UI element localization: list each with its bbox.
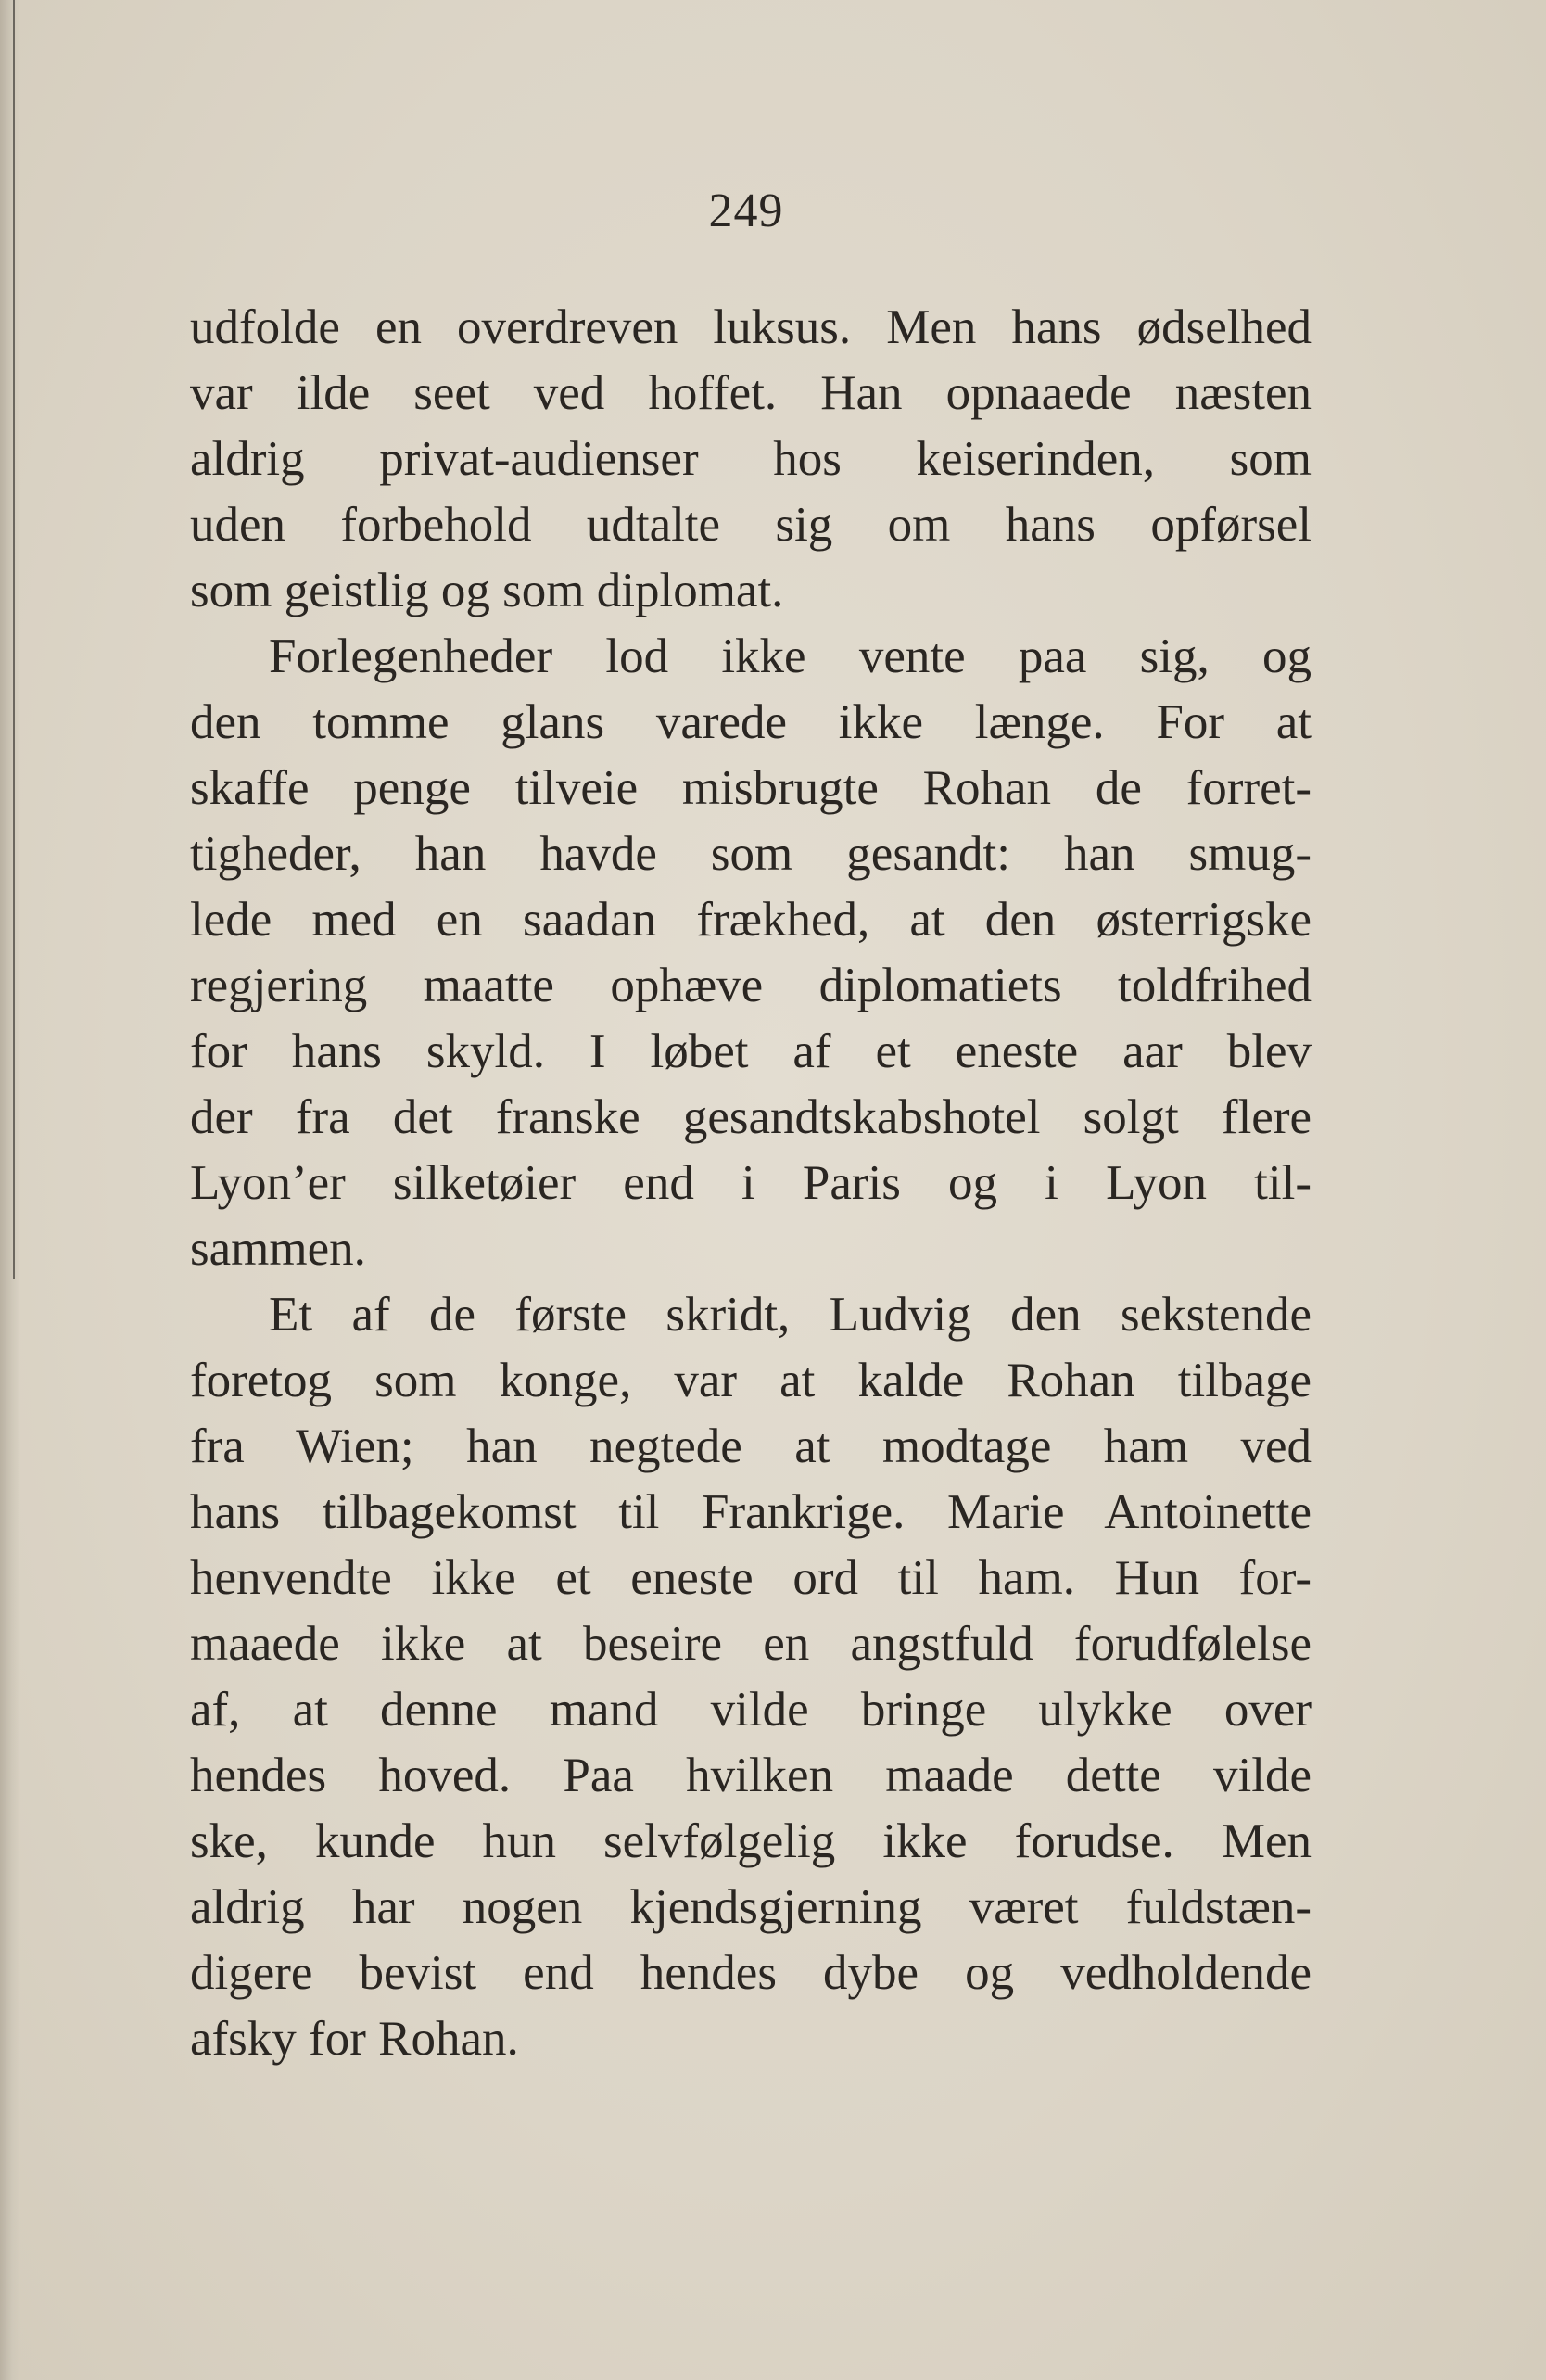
page-number: 249: [708, 185, 784, 237]
page-binding-edge: [0, 0, 20, 2380]
text-line: fra Wien; han negtede at modtage ham ved: [190, 1419, 1312, 1473]
text-line: hendes hoved. Paa hvilken maade dette vilde: [190, 1749, 1312, 1802]
text-line: udfolde en overdreven luksus. Men hans ødselhed: [190, 300, 1312, 354]
text-line: ske, kunde hun selvfølgelig ikke forudse. Men: [190, 1814, 1312, 1868]
text-line: maaede ikke at beseire en angstfuld forudfølelse: [190, 1617, 1312, 1671]
text-line: den tomme glans varede ikke længe. For at: [190, 695, 1312, 749]
text-line: sammen.: [190, 1222, 366, 1276]
text-line: lede med en saadan frækhed, at den østerrigske: [190, 893, 1312, 947]
text-line: tigheder, han havde som gesandt: han smug-: [190, 827, 1312, 881]
text-line: aldrig privat-audienser hos keiserinden, som: [190, 432, 1312, 486]
text-line: henvendte ikke et eneste ord til ham. Hun for-: [190, 1551, 1312, 1605]
text-line: hans tilbagekomst til Frankrige. Marie Antoinette: [190, 1485, 1312, 1539]
text-line: foretog som konge, var at kalde Rohan tilbage: [190, 1354, 1312, 1407]
text-line: skaffe penge tilveie misbrugte Rohan de forret-: [190, 761, 1312, 815]
text-line: for hans skyld. I løbet af et eneste aar blev: [190, 1025, 1312, 1078]
text-line: der fra det franske gesandtskabshotel solgt flere: [190, 1090, 1312, 1144]
text-line: uden forbehold udtalte sig om hans opførsel: [190, 498, 1312, 552]
text-line: var ilde seet ved hoffet. Han opnaaede næsten: [190, 366, 1312, 420]
text-line: aldrig har nogen kjendsgjerning været fuldstæn-: [190, 1880, 1312, 1934]
text-line: som geistlig og som diplomat.: [190, 564, 784, 617]
text-line: af, at denne mand vilde bringe ulykke over: [190, 1683, 1312, 1737]
text-line: regjering maatte ophæve diplomatiets toldfrihed: [190, 959, 1312, 1012]
body-text: [190, 295, 1312, 2072]
text-line: Et af de første skridt, Ludvig den sekstende: [269, 1288, 1312, 1342]
text-line: Forlegenheder lod ikke vente paa sig, og: [269, 630, 1312, 683]
text-line: Lyon’er silketøier end i Paris og i Lyon til-: [190, 1156, 1312, 1210]
text-line: afsky for Rohan.: [190, 2012, 519, 2066]
text-line: digere bevist end hendes dybe og vedholdende: [190, 1946, 1312, 2000]
